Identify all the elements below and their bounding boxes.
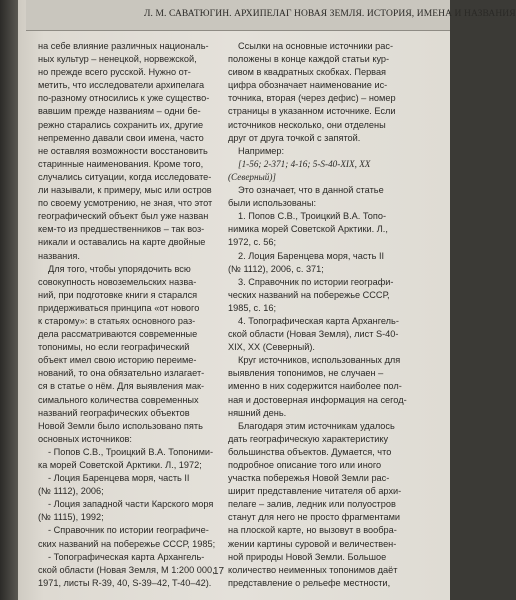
text-line: жении картины суровой и величествен- <box>228 538 397 549</box>
page-number: 17 <box>213 566 225 577</box>
text-line: по-разному относились к уже существо- <box>38 93 210 104</box>
text-line: цифра обозначает наименование ис- <box>228 80 388 91</box>
text-line: ных культур – ненецкой, норвежской, <box>38 54 197 65</box>
text-line: придерживаться принципа «от нового <box>38 302 200 313</box>
text-line: пелаге – залив, ледник или полуостров <box>228 499 396 510</box>
text-line: никали и оставались на карте двойные <box>38 237 206 248</box>
text-line: сивом в квадратных скобках. Первая <box>228 67 387 78</box>
text-line: - Лоция западной части Карского моря <box>48 499 214 510</box>
text-line: ской области (Новая Земля), лист S-40- <box>228 329 399 340</box>
text-line: ная и достоверная информация на сегод- <box>228 394 407 405</box>
text-line: ся в статье о нём. Для выявления мак- <box>38 381 205 392</box>
text-line: Ссылки на основные источники рас- <box>238 41 394 51</box>
text-line: 1985, с. 16; <box>228 302 277 313</box>
text-line: на себе влияние различных националь- <box>38 41 209 51</box>
text-line: станут для него не просто фрагментами <box>228 512 401 523</box>
text-line: к старому»: в статьях основного раз- <box>38 315 196 326</box>
text-line: - Справочник по истории географиче- <box>48 525 209 536</box>
text-line: представление о рельефе местности, <box>228 577 391 588</box>
text-line: участка побережья Новой Земли рас- <box>228 473 390 484</box>
text-line: объект имел свою историю переиме- <box>38 355 197 366</box>
text-line: 1972, с. 56; <box>228 237 277 248</box>
text-line: нимика морей Советской Арктики. Л., <box>228 224 388 235</box>
text-line: режно старались сохранить их, другие <box>38 119 204 130</box>
text-line: - Лоция Баренцева моря, часть II <box>48 473 190 484</box>
text-line: 1971, листы R-39, 40, S-39–42, T-40–42). <box>38 577 212 588</box>
text-line: Например: <box>238 145 285 156</box>
text-line: - Топографическая карта Архангель- <box>48 551 205 562</box>
text-line: XIX, XX (Северный). <box>228 342 315 353</box>
text-line: старинные наименования. Кроме того, <box>38 158 204 169</box>
text-line: совокупность новоземельских назва- <box>38 276 197 287</box>
text-line: Это означает, что в данной статье <box>238 185 384 196</box>
text-line: дать географическую характеристику <box>228 433 389 444</box>
left-text-column <box>38 40 216 590</box>
right-text-column <box>228 40 407 590</box>
text-line: непременно давали свои имена, часто <box>38 132 204 143</box>
text-line: точника, вторая (через дефис) – номер <box>228 93 396 104</box>
text-line: (№ 1112), 2006, с. 371; <box>228 263 324 274</box>
text-line: вавшим прежде названиям – одни бе- <box>38 106 201 117</box>
book-spine-shadow <box>0 0 18 600</box>
text-line: ка морей Советской Арктики. Л., 1972; <box>38 460 202 470</box>
text-line: основных источников: <box>38 433 132 444</box>
text-line: Для того, чтобы упорядочить всю <box>48 263 191 274</box>
text-line: друг от друга точкой с запятой. <box>228 132 361 143</box>
running-header <box>26 0 516 31</box>
text-line: именно в них содержится наиболее пол- <box>228 381 402 392</box>
text-line: 1. Попов С.В., Троицкий В.А. Топо- <box>238 211 387 222</box>
text-line: - Попов С.В., Троицкий В.А. Топоними- <box>48 446 214 457</box>
text-line: ской области (Новая Земля, М 1:200 000, <box>38 564 215 575</box>
text-line: топонимы, но если географический <box>38 342 190 353</box>
text-line: количество неименных топонимов даёт <box>228 564 398 575</box>
text-line: [1-56; 2-371; 4-16; 5-S-40-XIX, XX <box>238 158 371 169</box>
text-line: по своему усмотрению, не зная, что этот <box>38 198 213 209</box>
running-head-text: Л. М. САВАТЮГИН. АРХИПЕЛАГ НОВАЯ ЗЕМЛЯ. ИСТОРИЯ, ИМЕНА И НАЗВАНИЯ <box>144 9 516 19</box>
text-line: но прежде всего русской. Нужно от- <box>38 67 191 78</box>
text-line: (№ 1112), 2006; <box>38 486 104 497</box>
text-line: названия. <box>38 250 80 261</box>
text-line: на плоской карте, но вызовут в вообра- <box>228 525 397 536</box>
text-line: (№ 1115), 1992; <box>38 512 104 523</box>
text-line: 3. Справочник по истории географи- <box>238 276 394 287</box>
text-line: 2. Лоция Баренцева моря, часть II <box>238 250 385 261</box>
text-line: (Северный)] <box>228 171 276 182</box>
text-line: случались ситуации, когда исследовате- <box>38 171 212 182</box>
text-line: были использованы: <box>228 198 317 209</box>
text-line: географический объект был уже назван <box>38 211 209 222</box>
text-line: ческих названий на побережье СССР, <box>228 289 390 300</box>
text-line: нований, то она обязательно излагает- <box>38 368 205 379</box>
text-line: ширит представление читателя об архи- <box>228 486 402 497</box>
text-line: не оставляя возможности восстановить <box>38 145 208 156</box>
text-line: кем-то из предшественников – так воз- <box>38 224 205 235</box>
text-line: страницы в указанном источнике. Если <box>228 106 396 117</box>
text-line: няшний день. <box>228 407 287 418</box>
text-line: ний, при подготовке книги я старался <box>38 289 198 300</box>
text-line: ли называли, к примеру, мыс или остров <box>38 185 212 196</box>
text-line: подробное описание того или иного <box>228 460 382 470</box>
text-line: дела рассматриваются современные <box>38 329 198 340</box>
text-line: Благодаря этим источникам удалось <box>238 420 395 431</box>
text-line: ских названий на побережье СССР, 1985; <box>38 538 216 549</box>
text-line: большинства объектов. Думается, что <box>228 446 392 457</box>
text-line: положены в конце каждой статьи кур- <box>228 54 390 65</box>
text-line: названий географических объектов <box>38 407 190 418</box>
text-line: выявления топонимов, не случаен – <box>228 368 384 379</box>
text-line: источников несколько, они отделены <box>228 119 386 130</box>
text-line: ной природы Новой Земли. Большое <box>228 551 387 562</box>
text-line: 4. Топографическая карта Архангель- <box>238 315 399 326</box>
text-line: Новой Земли было использовано пять <box>38 420 203 431</box>
text-line: Круг источников, использованных для <box>238 355 401 366</box>
text-line: симального количества современных <box>38 394 199 405</box>
text-line: метить, что исследователи архипелага <box>38 80 205 91</box>
